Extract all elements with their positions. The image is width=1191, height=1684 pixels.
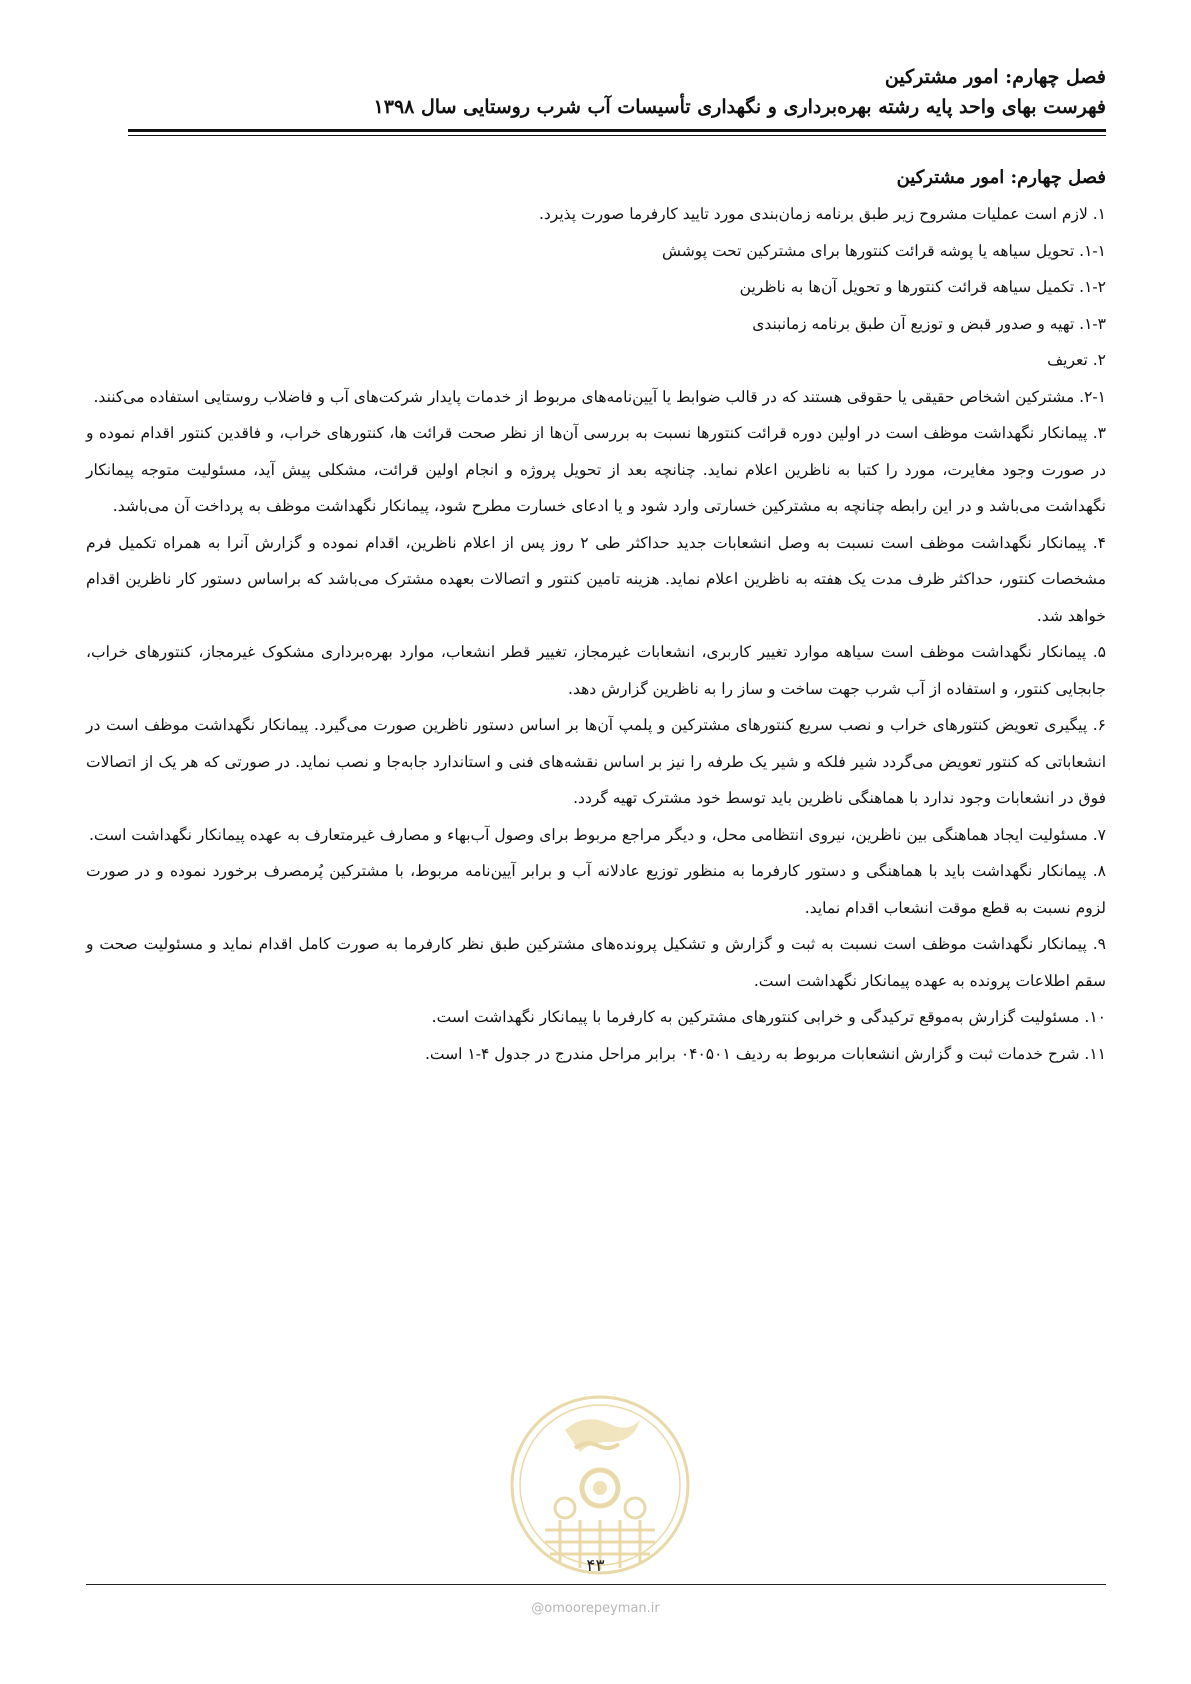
header-chapter-title: فصل چهارم: امور مشترکین — [884, 66, 1106, 88]
chapter-heading: فصل چهارم: امور مشترکین — [896, 167, 1106, 188]
paragraph-2: ۲. تعریف — [1047, 351, 1106, 369]
page-header — [128, 62, 1106, 122]
paragraph-8: ۸. پیمانکار نگهداشت باید با هماهنگی و دستور کارفرما به منظور توزیع عادلانه آب و برابر آیین‌نامه مربوط، با مشترکین پُرمصرف برخورد نموده و در صورت لزوم نسبت به قطع موقت انشعاب اقدام نماید. — [86, 862, 1106, 917]
paragraph-7: ۷. مسئولیت ایجاد هماهنگی بین ناظرین، نیروی انتظامی محل، و دیگر مراجع مربوط برای وصول آب‌بهاء و مصارف غیرمتعارف به عهده پیمانکار نگهداشت است. — [88, 825, 1106, 844]
paragraph-6: ۶. پیگیری تعویض کنتورهای خراب و نصب سریع کنتورهای مشترکین و پلمپ آن‌ها بر اساس دستور ناظرین صورت می‌گیرد. پیمانکار نگهداشت موظف است در انشعاباتی که کنتور تعویض می‌گردد شیر فلکه و شیر یک طرفه را نیز بر اساس نقشه‌های فنی و استاندارد جابه‌جا و نصب نماید. در صورتی که هر یک از اتصالات فوق در انشعابات وجود ندارد با هماهنگی ناظرین باید توسط خود مشترک تهیه گردد. — [86, 716, 1106, 807]
paragraph-11: ۱۱. شرح خدمات ثبت و گزارش انشعابات مربوط به ردیف ۰۴۰۵۰۱ برابر مراحل مندرج در جدول ۴-۱ است. — [424, 1044, 1106, 1063]
header-divider-thick — [128, 129, 1106, 132]
paragraph-9: ۹. پیمانکار نگهداشت موظف است نسبت به ثبت و گزارش و تشکیل پرونده‌های مشترکین طبق نظر کارفرما به صورت کامل اقدام نماید و مسئولیت صحت و سقم اطلاعات پرونده به عهده پیمانکار نگهداشت است. — [86, 935, 1106, 990]
paragraph-4: ۴. پیمانکار نگهداشت موظف است نسبت به وصل انشعابات جدید حداکثر طی ۲ روز پس از اعلام ناظرین، اقدام نموده و گزارش آنرا به همراه تکمیل فرم مشخصات کنتور، حداکثر ظرف مدت یک هفته به ناظرین اعلام نماید. هزینه تامین کنتور و اتصالات بعهده مشترک می‌باشد که براساس دستور کار ناظرین اقدام خواهد شد. — [86, 533, 1106, 625]
paragraph-1-3: ۱-۳. تهیه و صدور قبض و توزیع آن طبق برنامه زمانبندی — [752, 314, 1106, 333]
header-divider-thin — [128, 135, 1106, 136]
omoore-peyman-seal-icon — [505, 1390, 695, 1580]
page-number: ۴۳ — [586, 1556, 605, 1576]
paragraph-1: ۱. لازم است عملیات مشروح زیر طبق برنامه زمان‌بندی مورد تایید کارفرما صورت پذیرد. — [538, 205, 1106, 223]
header-document-title: فهرست بهای واحد پایه رشته بهره‌برداری و نگهداری تأسیسات آب شرب روستایی سال ۱۳۹۸ — [373, 96, 1106, 118]
document-body — [86, 160, 1106, 1072]
footer-divider — [86, 1584, 1106, 1585]
footer-website-link[interactable]: @omoorepeyman.ir — [531, 1601, 660, 1616]
paragraph-1-2: ۱-۲. تکمیل سیاهه قرائت کنتورها و تحویل آن‌ها به ناظرین — [739, 278, 1106, 296]
paragraph-3: ۳. پیمانکار نگهداشت موظف است در اولین دوره قرائت کنتورها نسبت به بررسی آن‌ها از نظر صحت قرائت ها، کنتورهای خراب، و فاقدین کنتور اقدام نموده و در صورت وجود مغایرت، مورد را کتبا به ناظرین اعلام نماید. چنانچه بعد از تحویل پروژه و انجام اولین قرائت، مشکلی پیش آید، مسئولیت متوجه پیمانکار نگهداشت می‌باشد و در این رابطه چنانچه به مشترکین خسارتی وارد شود و یا ادعای خسارت مطرح شود، پیمانکار نگهداشت موظف به پرداخت آن می‌باشد. — [86, 424, 1106, 515]
paragraph-1-1: ۱-۱. تحویل سیاهه یا پوشه قرائت کنتورها برای مشترکین تحت پوشش — [661, 241, 1106, 260]
paragraph-10: ۱۰. مسئولیت گزارش به‌موقع ترکیدگی و خرابی کنتورهای مشترکین به کارفرما با پیمانکار نگهداشت است. — [431, 1008, 1106, 1026]
paragraph-2-1: ۲-۱. مشترکین اشخاص حقیقی یا حقوقی هستند که در قالب ضوابط یا آیین‌نامه‌های مربوط از خدمات پایدار شرکت‌های آب و فاضلاب روستایی استفاده می‌کنند. — [93, 387, 1106, 406]
paragraph-5: ۵. پیمانکار نگهداشت موظف است سیاهه موارد تغییر کاربری، انشعابات غیرمجاز، تغییر قطر انشعاب، موارد بهره‌برداری مشکوک غیرمجاز، کنتورهای خراب، جابجایی کنتور، و استفاده از آب شرب جهت ساخت و ساز را به ناظرین گزارش دهد. — [86, 643, 1106, 698]
